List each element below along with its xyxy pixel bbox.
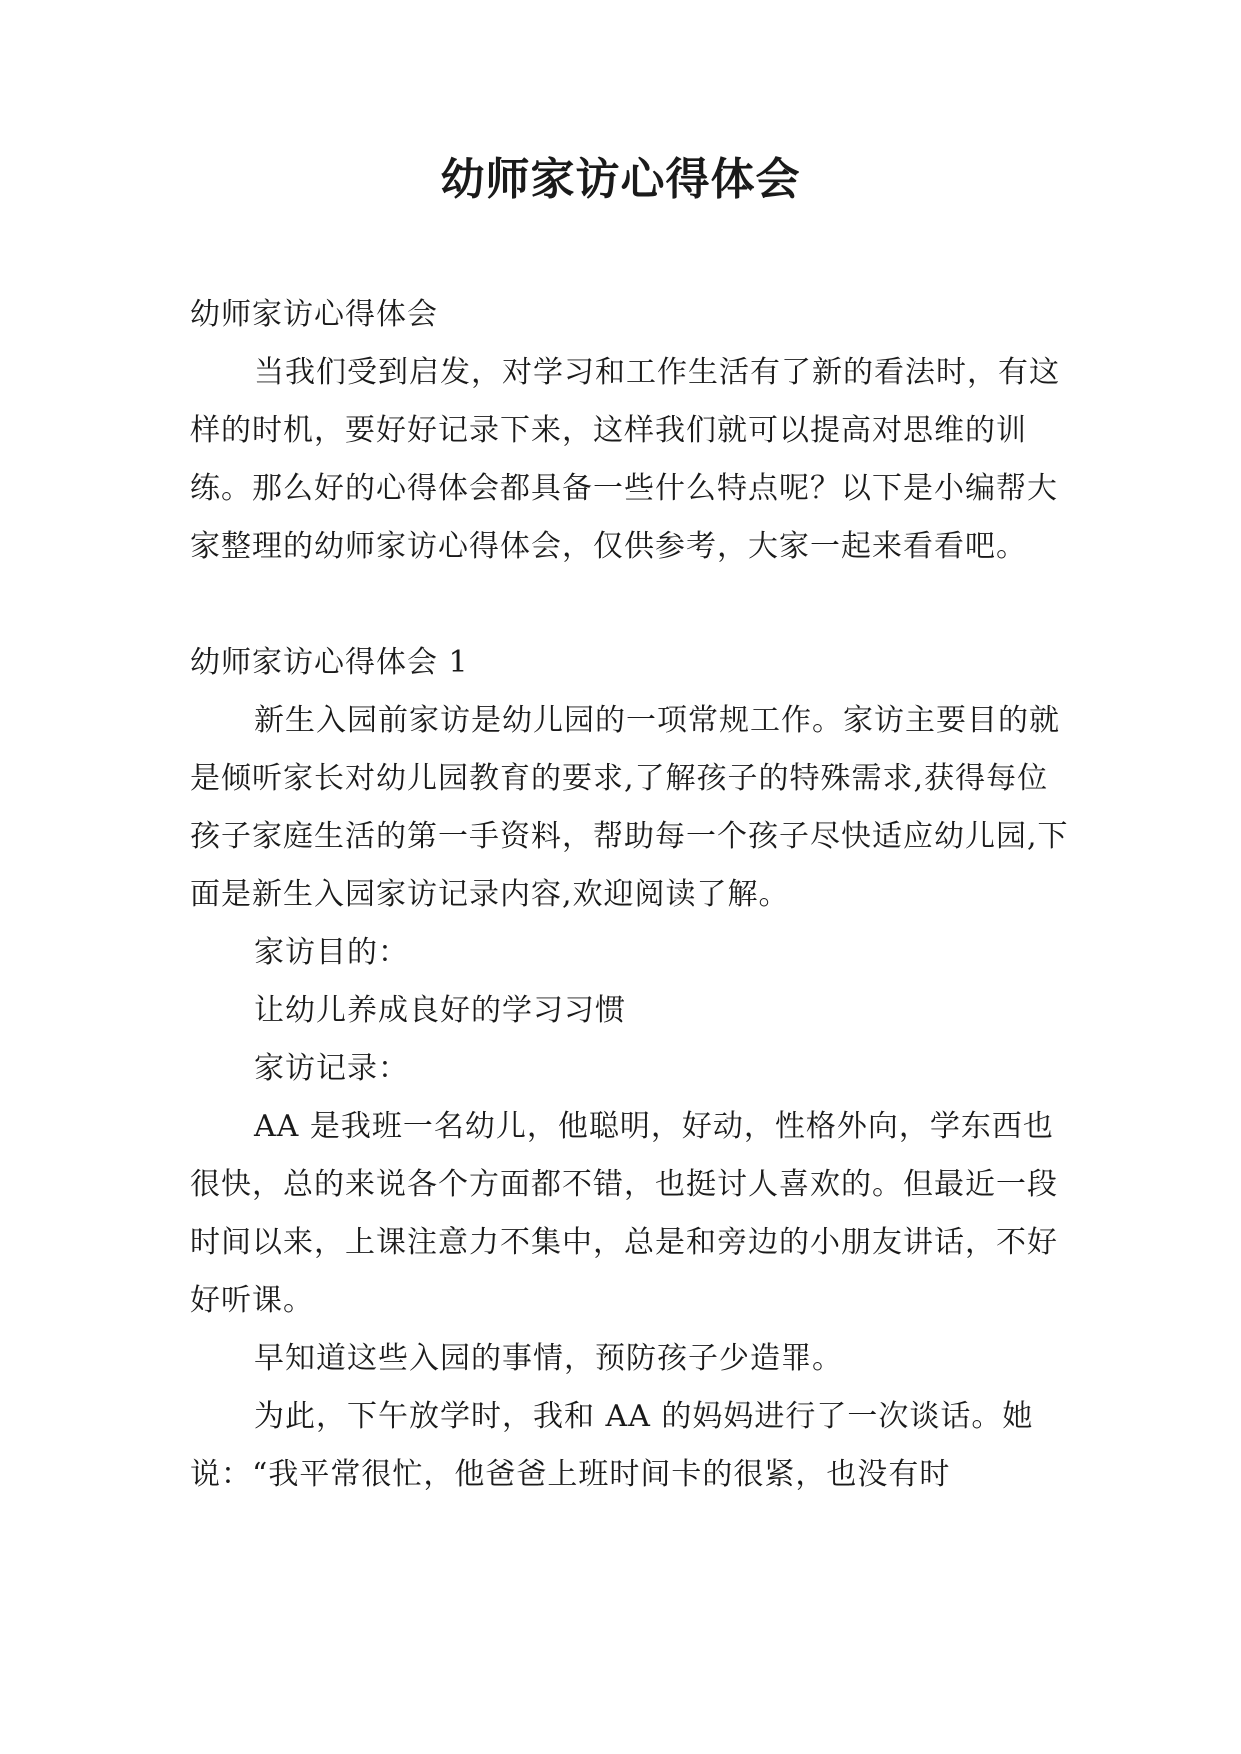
body-paragraph: 新生入园前家访是幼儿园的一项常规工作。家访主要目的就是倾听家长对幼儿园教育的要求,了解孩子的特殊需求,获得每位孩子家庭生活的第一手资料，帮助每一个孩子尽快适应幼儿园,下面是新生入园家访记录内容,欢迎阅读了解。	[190, 703, 1069, 912]
body-paragraph: 为此，下午放学时，我和 AA 的妈妈进行了一次谈话。她说：“我平常很忙，他爸爸上班时间卡的很紧，也没有时	[190, 1399, 1034, 1492]
body-paragraph: 家访目的：	[254, 935, 409, 970]
body-paragraph: AA 是我班一名幼儿，他聪明，好动，性格外向，学东西也很快，总的来说各个方面都不错，也挺讨人喜欢的。但最近一段时间以来，上课注意力不集中，总是和旁边的小朋友讲话，不好好听课。	[190, 1109, 1058, 1318]
intro-paragraph: 当我们受到启发，对学习和工作生活有了新的看法时，有这样的时机，要好好记录下来，这样我们就可以提高对思维的训练。那么好的心得体会都具备一些什么特点呢？以下是小编帮大家整理的幼师家访心得体会，仅供参考，大家一起来看看吧。	[190, 355, 1060, 564]
section-heading: 幼师家访心得体会	[190, 297, 438, 332]
paragraph-gap	[190, 576, 1070, 634]
body-paragraph: 家访记录：	[254, 1051, 409, 1086]
section-heading-1: 幼师家访心得体会 1	[190, 645, 469, 680]
body-paragraph: 让幼儿养成良好的学习习惯	[254, 993, 626, 1028]
body-paragraph: 早知道这些入园的事情，预防孩子少造罪。	[254, 1341, 843, 1376]
document-body	[190, 286, 1070, 1504]
page-title: 幼师家访心得体会	[440, 154, 801, 205]
